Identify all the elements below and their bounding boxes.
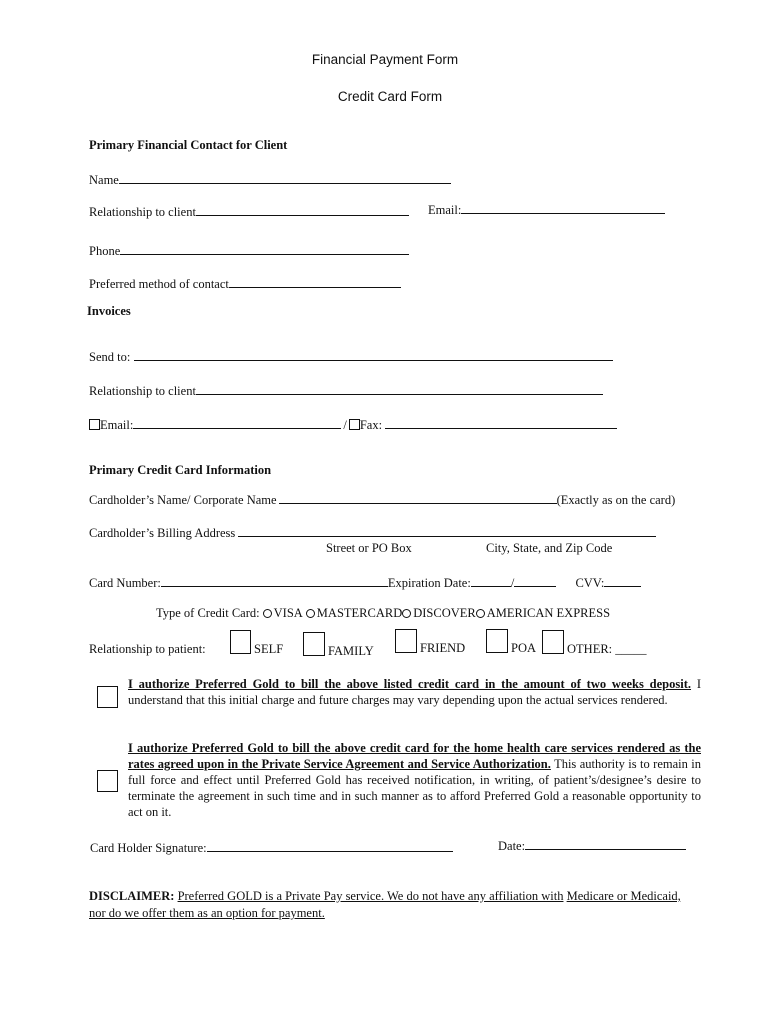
other-checkbox[interactable] <box>542 630 564 654</box>
relationship-field[interactable] <box>196 203 409 216</box>
visa-radio[interactable] <box>263 609 272 618</box>
card-type-row <box>156 606 610 621</box>
disclaimer <box>89 888 689 922</box>
preferred-contact-field[interactable] <box>229 275 401 288</box>
deposit-authorization-bold: I authorize Preferred Gold to bill the above listed credit card in the amount of two weeks deposit. <box>128 677 692 691</box>
invoice-fax-field[interactable] <box>385 416 617 429</box>
send-to-row <box>89 348 613 365</box>
invoice-separator: / <box>343 418 347 432</box>
amex-label: AMERICAN EXPRESS <box>486 606 611 620</box>
card-type-label: Type of Credit Card: <box>156 606 260 620</box>
signature-date-row <box>498 837 686 854</box>
invoice-delivery-row <box>89 416 617 433</box>
phone-label: Phone <box>89 244 121 258</box>
billing-address-field[interactable] <box>238 524 656 537</box>
deposit-authorization-text <box>128 676 701 708</box>
name-field[interactable] <box>119 171 451 184</box>
primary-contact-heading: Primary Financial Contact for Client <box>89 138 288 152</box>
signature-row <box>90 839 453 856</box>
invoice-relationship-label: Relationship to client <box>89 384 196 398</box>
invoice-email-field[interactable] <box>133 416 341 429</box>
street-hint: Street or PO Box <box>326 541 412 555</box>
mastercard-label: MASTERCARD <box>316 606 403 620</box>
invoice-fax-checkbox[interactable] <box>349 419 360 430</box>
friend-label: FRIEND <box>420 641 466 655</box>
phone-row <box>89 242 409 259</box>
billing-address-label: Cardholder’s Billing Address <box>89 526 236 540</box>
family-label: FAMILY <box>328 644 374 658</box>
name-label: Name <box>89 173 119 187</box>
discover-label: DISCOVER <box>413 606 476 620</box>
signature-date-label: Date: <box>498 839 526 853</box>
cvv-label: CVV: <box>575 576 605 590</box>
send-to-field[interactable] <box>134 348 613 361</box>
card-number-label: Card Number: <box>89 576 161 590</box>
invoices-heading: Invoices <box>87 304 131 318</box>
preferred-contact-row <box>89 275 401 292</box>
send-to-label: Send to: <box>89 350 131 364</box>
amex-radio[interactable] <box>476 609 485 618</box>
poa-checkbox[interactable] <box>486 629 508 653</box>
signature-label: Card Holder Signature: <box>90 841 207 855</box>
form-title: Financial Payment Form <box>311 52 459 67</box>
relationship-label: Relationship to client <box>89 205 196 219</box>
visa-label: VISA <box>273 606 303 620</box>
family-checkbox[interactable] <box>303 632 325 656</box>
invoice-relationship-row <box>89 382 603 399</box>
self-checkbox[interactable] <box>230 630 251 654</box>
disclaimer-text-2: Medicare or Medicaid, nor do we offer them as an option for payment. <box>89 889 681 920</box>
card-number-field[interactable] <box>161 574 388 587</box>
invoice-email-label: Email: <box>100 418 134 432</box>
deposit-authorization-checkbox[interactable] <box>97 686 118 708</box>
discover-radio[interactable] <box>402 609 411 618</box>
friend-checkbox[interactable] <box>395 629 417 653</box>
expiration-year-field[interactable] <box>514 574 556 587</box>
phone-field[interactable] <box>120 242 409 255</box>
mastercard-radio[interactable] <box>306 609 315 618</box>
expiration-month-field[interactable] <box>471 574 511 587</box>
invoice-email-checkbox[interactable] <box>89 419 100 430</box>
patient-relationship-label: Relationship to patient: <box>89 642 206 656</box>
deposit-authorization-detail: I understand that this initial charge and future charges may vary depending upon the actual services rendered. <box>128 677 701 707</box>
poa-label: POA <box>511 641 537 655</box>
expiration-separator: / <box>510 576 515 590</box>
signature-field[interactable] <box>207 839 453 852</box>
form-subtitle: Credit Card Form <box>337 89 443 104</box>
billing-address-row <box>89 524 656 541</box>
preferred-contact-label: Preferred method of contact <box>89 277 229 291</box>
other-label: OTHER: _____ <box>567 642 647 656</box>
cardholder-name-field[interactable] <box>279 491 557 504</box>
services-authorization-text <box>128 740 701 820</box>
disclaimer-label: DISCLAIMER: <box>89 889 175 903</box>
name-row <box>89 171 451 188</box>
email-row <box>428 201 665 218</box>
email-field[interactable] <box>461 201 665 214</box>
card-number-row <box>89 574 641 591</box>
cardholder-name-label: Cardholder’s Name/ Corporate Name <box>89 493 277 507</box>
email-label: Email: <box>428 203 462 217</box>
credit-card-heading: Primary Credit Card Information <box>89 463 272 477</box>
cardholder-name-row <box>89 491 675 508</box>
invoice-fax-label: Fax: <box>359 418 383 432</box>
relationship-row <box>89 203 409 220</box>
cvv-field[interactable] <box>604 574 641 587</box>
disclaimer-text-1: Preferred GOLD is a Private Pay service. We do not have any affiliation with <box>177 889 564 903</box>
self-label: SELF <box>254 642 284 656</box>
services-authorization-checkbox[interactable] <box>97 770 118 792</box>
expiration-label: Expiration Date: <box>387 576 471 590</box>
signature-date-field[interactable] <box>525 837 686 850</box>
services-authorization-bold: I authorize Preferred Gold to bill the above credit card for the home health care services rendered as the rates agreed upon in the Private Service Agreement and Service Authorization. <box>128 741 701 771</box>
exact-on-card-note: (Exactly as on the card) <box>556 493 676 507</box>
city-state-zip-hint: City, State, and Zip Code <box>486 541 613 555</box>
services-authorization-detail: This authority is to remain in full force and effect until Preferred Gold has received notification, in writing, of patient’s/designee’s desire to terminate the agreement in such time and in such manner as to afford Preferred Gold a reasonable opportunity to act on it. <box>128 757 701 819</box>
invoice-relationship-field[interactable] <box>196 382 603 395</box>
